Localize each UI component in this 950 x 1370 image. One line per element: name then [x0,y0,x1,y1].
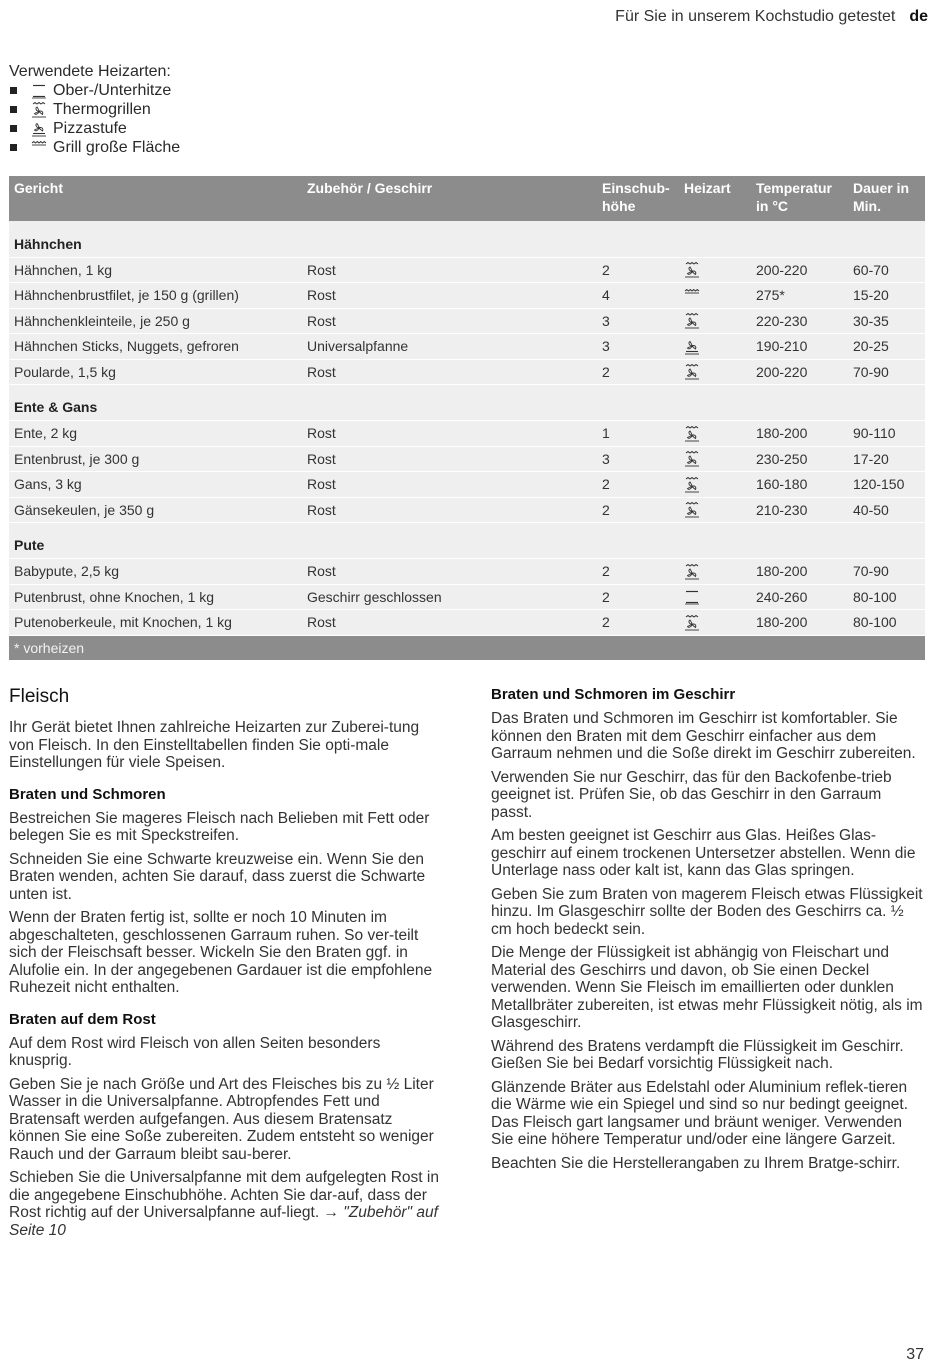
page-header [615,8,928,26]
group-title: Hähnchen [9,221,925,257]
cell-temperatur: 180-200 [751,421,848,447]
bullet-icon [10,125,17,132]
header-dauer: Dauer in Min. [848,176,925,221]
cell-heizart [679,497,751,523]
cell-einschub: 2 [597,497,679,523]
cell-heizart [679,559,751,585]
language-code: de [909,8,928,25]
pizzastufe-icon [31,121,47,137]
table-row [9,359,925,385]
cell-gericht: Gänsekeulen, je 350 g [9,497,302,523]
cell-heizart [679,359,751,385]
grill-grosse-flaeche-icon [31,140,47,156]
subsection-title: Braten auf dem Rost [9,1010,156,1028]
thermogrillen-icon [684,477,700,493]
group-row [9,385,925,421]
paragraph: Auf dem Rost wird Fleisch von allen Seiten besonders knusprig. [9,1034,381,1069]
table-row [9,421,925,447]
thermogrillen-icon [684,615,700,631]
ober-unterhitze-icon [31,83,47,99]
table-header-row [9,176,925,221]
cell-einschub: 2 [597,257,679,283]
cell-dauer: 80-100 [848,610,925,636]
paragraph: Geben Sie je nach Größe und Art des Fleisches bis zu ½ Liter Wasser in die Universalpfanne. Abtropfendes Fett und Bratensaft werden aufgefangen. Aus diesem Bratensatz können Sie eine Soße zubereiten. Zudem entsteht so weniger Rauch und der Garraum bleibt sau-berer. [9,1075,434,1163]
cell-heizart [679,334,751,360]
paragraph: Bestreichen Sie mageres Fleisch nach Belieben mit Fett oder belegen Sie es mit Speckstreifen. [9,809,430,844]
group-title: Ente & Gans [9,385,925,421]
thermogrillen-icon [684,364,700,380]
cell-zubehoer: Rost [302,610,597,636]
cell-dauer: 17-20 [848,446,925,472]
cell-temperatur: 220-230 [751,308,848,334]
cell-gericht: Poularde, 1,5 kg [9,359,302,385]
table-row [9,257,925,283]
cell-heizart [679,308,751,334]
paragraph: Während des Bratens verdampft die Flüssigkeit im Geschirr. Gießen Sie bei Bedarf vorsichtig Flüssigkeit nach. [491,1037,904,1072]
grill-grosse-flaeche-icon [684,288,700,304]
table-footer-row [9,635,925,660]
thermogrillen-icon [684,313,700,329]
paragraph: Das Braten und Schmoren im Geschirr ist komfortabler. Sie können den Braten mit dem Geschirr einfacher aus dem Garraum nehmen und die Soße direkt im Geschirr zubereiten. [491,710,916,762]
cell-gericht: Hähnchen Sticks, Nuggets, gefroren [9,334,302,360]
cell-zubehoer: Rost [302,472,597,498]
group-row [9,523,925,559]
thermogrillen-icon [684,502,700,518]
bullet-icon [10,144,17,151]
table-row [9,584,925,610]
subsection-title: Braten und Schmoren [9,785,166,803]
heizart-label: Grill große Fläche [53,139,181,156]
paragraph: Schieben Sie die Universalpfanne mit dem aufgelegten Rost in die angegebene Einschubhöhe. Achten Sie dar-auf, dass der Rost richtig auf der Universalpfanne auf-liegt. → "Zubehör" auf Seite 10 [9,1169,439,1239]
header-title: Für Sie in unserem Kochstudio getestet [615,8,896,25]
cell-temperatur: 230-250 [751,446,848,472]
cell-dauer: 60-70 [848,257,925,283]
cell-gericht: Putenoberkeule, mit Knochen, 1 kg [9,610,302,636]
right-column [491,686,925,1178]
cell-zubehoer: Rost [302,283,597,309]
paragraph: Ihr Gerät bietet Ihnen zahlreiche Heizarten zur Zuberei-tung von Fleisch. In den Einstelltabellen finden Sie opti-male Einstellungen für viele Speisen. [9,719,420,771]
cell-einschub: 2 [597,559,679,585]
table-row [9,497,925,523]
group-title: Pute [9,523,925,559]
cell-zubehoer: Rost [302,308,597,334]
cell-einschub: 4 [597,283,679,309]
paragraph: Geben Sie zum Braten von magerem Fleisch etwas Flüssigkeit hinzu. Im Glasgeschirr sollte der Boden des Geschirrs ca. ½ cm hoch bedeckt sein. [491,885,923,938]
cell-einschub: 3 [597,308,679,334]
cell-zubehoer: Rost [302,559,597,585]
cell-einschub: 2 [597,359,679,385]
cell-dauer: 15-20 [848,283,925,309]
header-zubehoer: Zubehör / Geschirr [302,176,597,221]
cell-heizart [679,610,751,636]
pizzastufe-icon [684,339,700,355]
header-temperatur: Temperatur in °C [751,176,848,221]
table-body [9,221,925,635]
thermogrillen-icon [684,262,700,278]
table-row [9,559,925,585]
table-row [9,283,925,309]
cell-zubehoer: Geschirr geschlossen [302,584,597,610]
cell-einschub: 2 [597,472,679,498]
footnote: * vorheizen [9,635,925,660]
cell-temperatur: 275* [751,283,848,309]
cell-temperatur: 160-180 [751,472,848,498]
heizart-label: Ober-/Unterhitze [53,82,172,99]
header-heizart: Heizart [679,176,751,221]
cell-dauer: 120-150 [848,472,925,498]
cell-temperatur: 210-230 [751,497,848,523]
cell-gericht: Gans, 3 kg [9,472,302,498]
heizart-label: Pizzastufe [53,120,127,137]
cell-heizart [679,584,751,610]
page-number: 37 [906,1346,924,1363]
heizarten-intro: Verwendete Heizarten: [9,63,171,80]
arrow-icon: → [323,1204,339,1221]
cell-temperatur: 200-220 [751,359,848,385]
cell-dauer: 40-50 [848,497,925,523]
list-item [9,100,180,119]
cell-zubehoer: Universalpfanne [302,334,597,360]
cell-temperatur: 240-260 [751,584,848,610]
cell-zubehoer: Rost [302,359,597,385]
cell-einschub: 3 [597,334,679,360]
cell-gericht: Hähnchenbrustfilet, je 150 g (grillen) [9,283,302,309]
paragraph: Die Menge der Flüssigkeit ist abhängig von Fleischart und Material des Geschirrs und davon, ob Sie einen Deckel verwenden. Wenn Sie Fleisch im emaillierten oder dunklen Metallbräter zubereiten, ist etwas mehr Flüssigkeit nötig, als im Glasgeschirr. [491,944,923,1031]
table-row [9,334,925,360]
cell-temperatur: 180-200 [751,559,848,585]
cell-dauer: 70-90 [848,359,925,385]
group-row [9,221,925,257]
table-row [9,446,925,472]
cell-temperatur: 200-220 [751,257,848,283]
list-item [9,119,180,138]
thermogrillen-icon [684,451,700,467]
cell-heizart [679,472,751,498]
heizart-label: Thermogrillen [53,101,151,118]
paragraph: Verwenden Sie nur Geschirr, das für den Backofenbe-trieb geeignet ist. Prüfen Sie, ob das Geschirr in den Garraum passt. [491,768,892,821]
subsection-title: Braten und Schmoren im Geschirr [491,686,736,703]
cell-temperatur: 180-200 [751,610,848,636]
cell-heizart [679,283,751,309]
cell-einschub: 1 [597,421,679,447]
cell-einschub: 2 [597,610,679,636]
cell-dauer: 70-90 [848,559,925,585]
cell-gericht: Hähnchenkleinteile, je 250 g [9,308,302,334]
thermogrillen-icon [31,102,47,118]
cell-zubehoer: Rost [302,421,597,447]
cell-gericht: Putenbrust, ohne Knochen, 1 kg [9,584,302,610]
cell-temperatur: 190-210 [751,334,848,360]
bullet-icon [10,106,17,113]
thermogrillen-icon [684,426,700,442]
paragraph: Glänzende Bräter aus Edelstahl oder Aluminium reflek-tieren die Wärme wie ein Spiegel und sind so nur bedingt geeignet. Das Fleisch gart langsamer und bräunt weniger. Verwenden Sie eine höhere Temperatur und/oder eine längere Garzeit. [491,1078,909,1148]
heizarten-list [9,62,180,157]
cell-zubehoer: Rost [302,497,597,523]
list-item [9,81,180,100]
bullet-icon [10,87,17,94]
cell-dauer: 80-100 [848,584,925,610]
ober-unterhitze-icon [684,589,700,605]
cell-gericht: Ente, 2 kg [9,421,302,447]
paragraph: Am besten geeignet ist Geschirr aus Glas. Heißes Glas-geschirr auf einem trockenen Untersetzer abstellen. Wenn die Unterlage nass oder kalt ist, kann das Glas springen. [491,827,916,879]
section-title: Fleisch [9,686,70,707]
cell-gericht: Babypute, 2,5 kg [9,559,302,585]
cell-zubehoer: Rost [302,257,597,283]
table-row [9,472,925,498]
cell-gericht: Entenbrust, je 300 g [9,446,302,472]
cell-einschub: 2 [597,584,679,610]
paragraph: Schneiden Sie eine Schwarte kreuzweise ein. Wenn Sie den Braten wenden, achten Sie darauf, dass zuerst die Schwarte unten ist. [9,850,426,903]
header-gericht: Gericht [9,176,302,221]
page-reference-link[interactable]: "Zubehör" auf Seite 10 [9,1204,438,1239]
cell-dauer: 90-110 [848,421,925,447]
paragraph: Beachten Sie die Herstellerangaben zu Ihrem Bratge-schirr. [491,1154,901,1172]
list-item [9,138,180,157]
header-einschub: Einschub- höhe [597,176,679,221]
cell-dauer: 20-25 [848,334,925,360]
paragraph: Wenn der Braten fertig ist, sollte er noch 10 Minuten im abgeschalteten, geschlossenen Garraum ruhen. So ver-teilt sich der Fleischsaft besser. Wickeln Sie den Braten ggf. in Alufolie ein. In der angegebenen Gardauer ist die empfohlene Ruhezeit nicht enthalten. [9,909,433,996]
left-column [9,686,443,1245]
cell-gericht: Hähnchen, 1 kg [9,257,302,283]
cell-heizart [679,446,751,472]
cell-heizart [679,257,751,283]
settings-table [9,176,925,660]
table-row [9,308,925,334]
cell-zubehoer: Rost [302,446,597,472]
cell-einschub: 3 [597,446,679,472]
table-row [9,610,925,636]
cell-heizart [679,421,751,447]
thermogrillen-icon [684,564,700,580]
cell-dauer: 30-35 [848,308,925,334]
